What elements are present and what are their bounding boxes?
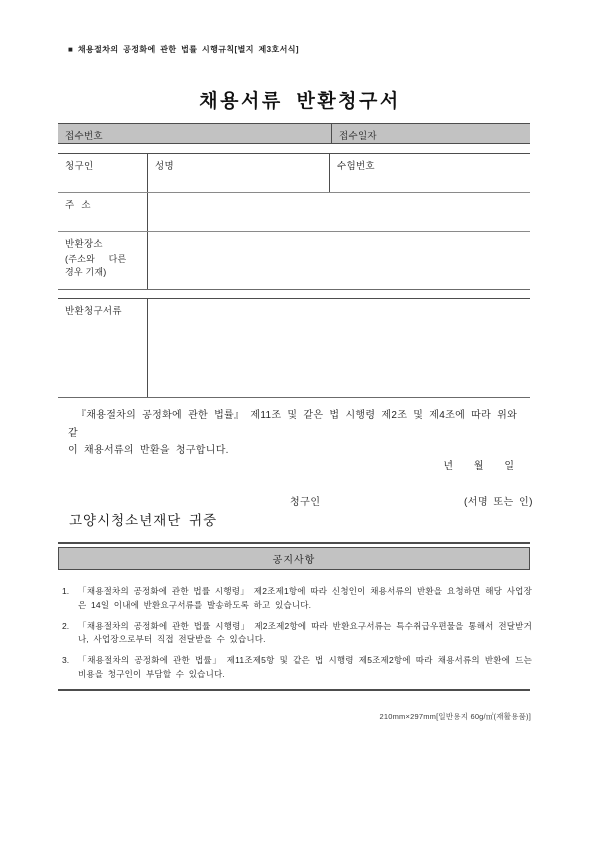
return-place-field[interactable] [148, 232, 530, 289]
declaration-line-1: 『채용절차의 공정화에 관한 법률』 제11조 및 같은 법 시행령 제2조 및 제4조에 따라 위와 같 [68, 410, 518, 439]
notice-item [62, 620, 532, 647]
declaration-paragraph [68, 407, 532, 460]
documents-field[interactable] [148, 299, 530, 397]
address-label: 주 소 [58, 193, 148, 231]
notice-item [62, 585, 532, 612]
return-place-note-line2: 경우 기재) [65, 267, 107, 277]
return-place-label: 반환장소 [65, 239, 103, 250]
date-line [58, 457, 530, 472]
receipt-number-cell[interactable] [58, 124, 332, 143]
signature-applicant-label: 청구인 [290, 497, 321, 508]
date-year-label: 년 [443, 461, 454, 472]
return-place-label-cell [58, 232, 148, 289]
notice-item-number: 3. [62, 655, 70, 665]
declaration-line-2: 이 채용서류의 반환을 청구합니다. [68, 445, 229, 456]
form-reference-note: ■ 채용절차의 공정화에 관한 법률 시행규칙[별지 제3호서식] [68, 45, 299, 54]
paper-spec-footer: 210mm×297mm[일반용지 60g/㎡(재활용품)] [379, 712, 531, 721]
notice-top-rule [58, 542, 530, 544]
address-field[interactable] [148, 193, 530, 231]
return-place-note-line1: (주소와 다른 [65, 254, 127, 264]
date-month-label: 월 [473, 461, 484, 472]
applicant-label: 청구인 [58, 154, 148, 192]
applicant-table [58, 153, 530, 290]
notice-item-text: 「채용절차의 공정화에 관한 법률 시행령」 제2조제2항에 따라 반환요구서류는 특수취급우편물을 통해서 전달받거나, 사업장으로부터 직접 전달받을 수 있습니다. [78, 620, 532, 644]
name-field[interactable] [148, 154, 330, 192]
receipt-date-label: 접수일자 [339, 131, 377, 142]
date-day-label: 일 [504, 461, 514, 472]
documents-table [58, 298, 530, 398]
bottom-rule [58, 689, 530, 691]
notice-item-text: 「채용절차의 공정화에 관한 법률」 제11조제5항 및 같은 법 시행령 제5조제2항에 따라 채용서류의 반환에 드는 비용을 청구인이 부담할 수 있습니다. [78, 655, 532, 679]
applicant-row [58, 154, 530, 192]
signature-seal-label: (서명 또는 인) [463, 497, 533, 508]
receipt-date-cell[interactable] [332, 124, 530, 143]
page-title: 채용서류 반환청구서 [199, 91, 401, 112]
receipt-number-label: 접수번호 [65, 131, 103, 142]
notice-item-number: 1. [62, 586, 70, 596]
return-place-row [58, 231, 530, 289]
notice-item-text: 「채용절차의 공정화에 관한 법률 시행령」 제2조제1항에 따라 신청인이 채용서류의 반환을 요청하면 해당 사업장은 14일 이내에 반환요구서류를 발송하도록 하고 있습니다. [78, 586, 532, 610]
receipt-header-table [58, 123, 530, 144]
address-row [58, 192, 530, 231]
notice-item-number: 2. [62, 620, 70, 631]
notice-title: 공지사항 [272, 555, 316, 566]
notice-list [62, 585, 532, 689]
notice-item [62, 654, 532, 681]
documents-label: 반환청구서류 [58, 299, 148, 397]
name-label: 성명 [155, 161, 174, 172]
notice-header-bar [58, 547, 530, 570]
exam-number-field[interactable] [330, 154, 530, 192]
return-place-note [65, 253, 147, 279]
exam-number-label: 수험번호 [337, 161, 375, 172]
recipient-line: 고양시청소년재단 귀중 [69, 513, 218, 528]
